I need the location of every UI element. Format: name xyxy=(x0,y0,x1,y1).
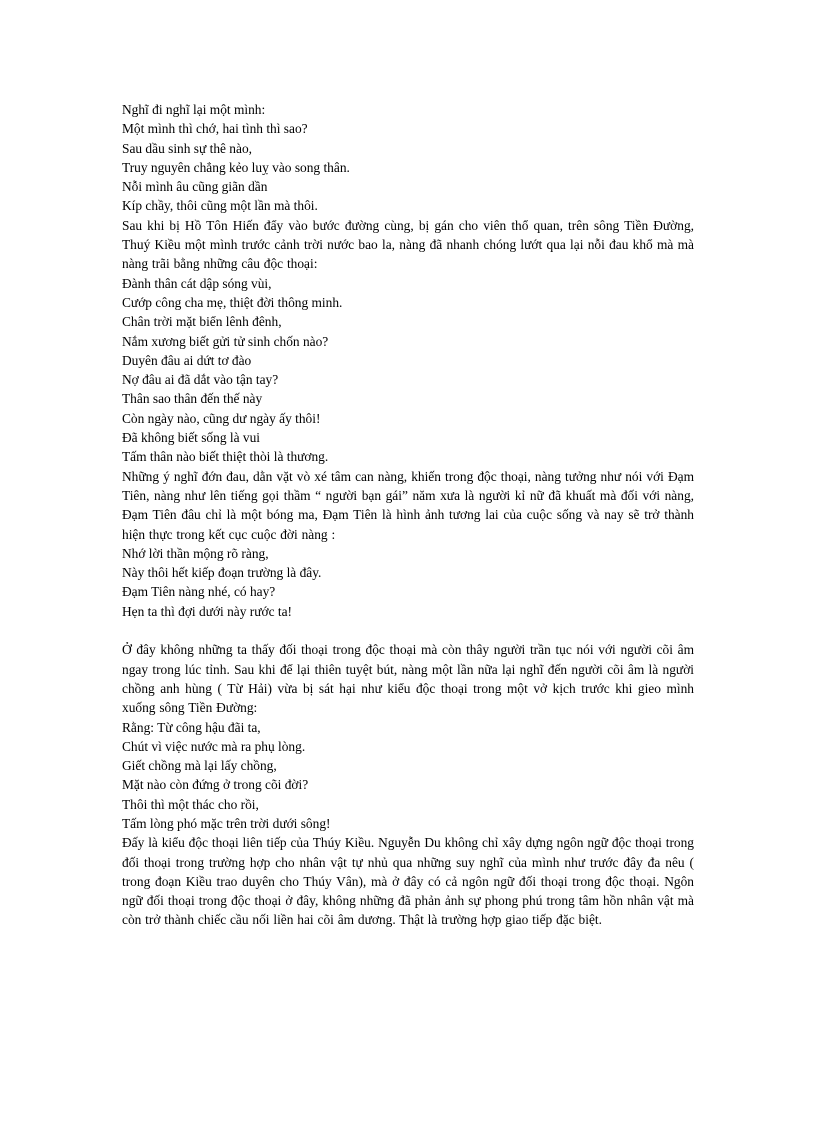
verse-line: Còn ngày nào, cũng dư ngày ấy thôi! xyxy=(122,410,321,426)
verse-line: Kíp chầy, thôi cũng một lần mà thôi. xyxy=(122,198,318,214)
verse-line: Nợ đâu ai đã dắt vào tận tay? xyxy=(122,372,279,388)
paragraph-2: Những ý nghĩ đớn đau, dằn vặt vò xé tâm can nàng, khiến trong độc thoại, nàng tưởng như nói với Đạm Tiên, nàng như lên tiếng gọi thầm “ người bạn gái” năm xưa là người kỉ nữ đã khuất mà đối với nàng, Đạm Tiên đâu chỉ là một bóng ma, Đạm Tiên là hình ảnh tương lai của cuộc sống và nay sẽ trở thành hiện thực trong kết cục cuộc đời nàng : xyxy=(122,468,694,542)
verse-line: Tấm thân nào biết thiệt thòi là thương. xyxy=(122,449,329,465)
verse-block-3 xyxy=(122,544,694,621)
verse-line: Rằng: Từ công hậu đãi ta, xyxy=(122,719,261,735)
verse-line: Duyên đâu ai dứt tơ đào xyxy=(122,352,252,368)
verse-line: Chút vì việc nước mà ra phụ lòng. xyxy=(122,738,306,754)
verse-block-2 xyxy=(122,274,694,467)
paragraph-3: Ở đây không những ta thấy đối thoại trong độc thoại mà còn thây người trần tục nói với người cõi âm ngay trong lúc tỉnh. Sau khi để lại thiên tuyệt bút, nàng một lần nữa lại nghĩ đến người cõi âm là người chồng anh hùng ( Từ Hải) vừa bị sát hại như kiểu độc thoại trong một vở kịch trước khi gieo mình xuống sông Tiền Đường: xyxy=(122,642,694,716)
verse-line: Đã không biết sống là vui xyxy=(122,430,260,446)
verse-line: Truy nguyên chẳng kẻo luỵ vào song thân. xyxy=(122,159,350,175)
verse-line: Giết chồng mà lại lấy chồng, xyxy=(122,758,277,774)
verse-line: Thân sao thân đến thế này xyxy=(122,391,263,407)
document-body xyxy=(122,100,694,930)
blank-line xyxy=(122,621,694,640)
verse-line: Này thôi hết kiếp đoạn trường là đây. xyxy=(122,565,322,581)
verse-line: Sau dầu sinh sự thê nào, xyxy=(122,140,252,156)
verse-line: Hẹn ta thì đợi dưới này rước ta! xyxy=(122,603,292,619)
verse-block-1 xyxy=(122,100,694,216)
verse-line: Chân trời mặt biển lênh đênh, xyxy=(122,314,282,330)
verse-line: Một mình thì chớ, hai tình thì sao? xyxy=(122,121,308,137)
verse-line: Đạm Tiên nàng nhé, có hay? xyxy=(122,584,276,600)
verse-line: Nỗi mình âu cũng giãn dần xyxy=(122,179,268,195)
verse-line: Đành thân cát dập sóng vùi, xyxy=(122,275,272,291)
verse-line: Mặt nào còn đứng ở trong cõi đời? xyxy=(122,777,309,793)
verse-line: Thôi thì một thác cho rồi, xyxy=(122,796,259,812)
verse-line: Nắm xương biết gửi tử sinh chốn nào? xyxy=(122,333,329,349)
paragraph-1: Sau khi bị Hồ Tôn Hiến đẩy vào bước đường cùng, bị gán cho viên thổ quan, trên sông Tiền Đường, Thuý Kiều một mình trước cảnh trời nước bao la, nàng đã nhanh chóng lướt qua lại nỗi đau khổ mà mà nàng trãi bằng những câu độc thoại: xyxy=(122,217,694,272)
verse-line: Cướp công cha mẹ, thiệt đời thông minh. xyxy=(122,294,343,310)
paragraph-4: Đấy là kiểu độc thoại liên tiếp của Thúy Kiều. Nguyễn Du không chỉ xây dựng ngôn ngữ độc thoại trong đối thoại trong trường hợp cho nhân vật tự nhủ qua những suy nghĩ của mình như trước đây đa nêu ( trong đoạn Kiều trao duyên cho Thúy Vân), mà ở đây có cả ngôn ngữ đối thoại trong độc thoại. Ngôn ngữ đối thoại trong độc thoại ở đây, không những đã phản ảnh sự phong phú trong tâm hồn nhân vật mà còn trở thành chiếc cầu nối liền hai cõi âm dương. Thật là trường hợp giao tiếp đặc biệt. xyxy=(122,835,694,928)
verse-line: Nghĩ đi nghĩ lại một mình: xyxy=(122,102,266,117)
verse-line: Tấm lòng phó mặc trên trời dưới sông! xyxy=(122,815,331,831)
verse-line: Nhớ lời thần mộng rõ ràng, xyxy=(122,545,269,561)
verse-block-4 xyxy=(122,718,694,834)
